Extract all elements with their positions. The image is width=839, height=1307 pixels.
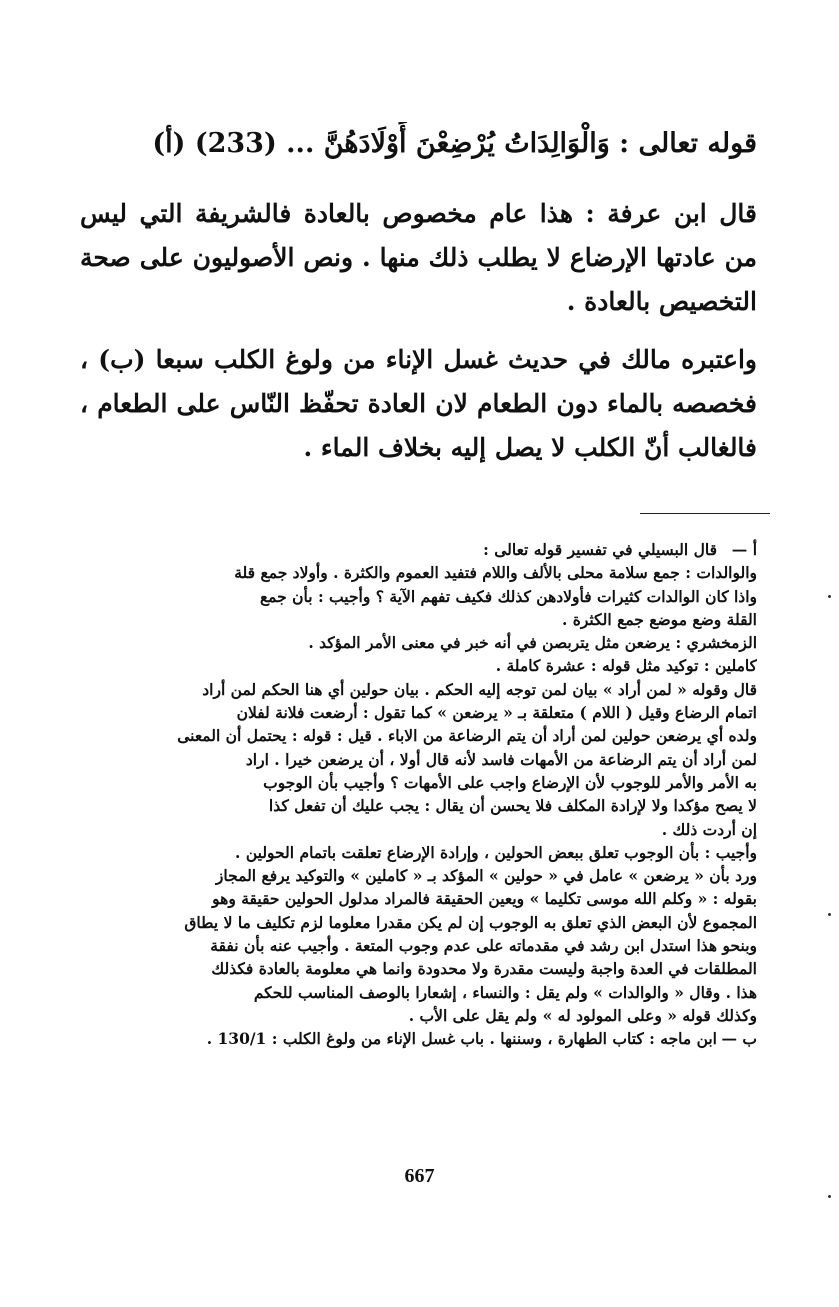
footnote-line: ولده أي يرضعن حولين لمن أراد أن يتم الرضاعة من الاباء . قيل : قوله : يحتمل أن المعنى — [177, 726, 757, 746]
verse-heading: قوله تعالى : وَالْوَالِدَاتُ يُرْضِعْنَ أَوْلَادَهُنَّ ... (233) (أ) — [152, 128, 757, 159]
footnote-line: الزمخشري : يرضعن مثل يتربصن في أنه خبر في معنى الأمر المؤكد . — [308, 633, 757, 653]
footnote-line: به الأمر والأمر للوجوب لأن الإرضاع واجب على الأمهات ؟ وأجيب بأن الوجوب — [263, 772, 757, 792]
footnote-a-marker: أ — — [731, 540, 757, 559]
footnote-line: لمن أراد أن يتم الرضاعة من الأمهات فاسد لأنه قال أولا ، أن يرضعن خيرا . اراد — [245, 749, 757, 769]
footnote-line: القلة وضع موضع جمع الكثرة . — [561, 609, 757, 629]
paragraph-ibn-arafa: قال ابن عرفة : هذا عام مخصوص بالعادة فالشريفة التي ليس من عادتها الإرضاع لا يطلب ذلك منها . ونص الأصوليون على صحة التخصيص بالعادة . — [80, 199, 757, 316]
scan-speck — [828, 913, 831, 916]
footnote-line: وكذلك قوله « وعلى المولود له » ولم يقل على الأب . — [408, 1005, 757, 1025]
paragraph-malik: واعتبره مالك في حديث غسل الإناء من ولوغ الكلب سبعا (ب) ، فخصصه بالماء دون الطعام لان العادة تحفّظ النّاس على الطعام ، فالغالب أنّ الكلب لا يصل إليه بخلاف الماء . — [80, 345, 757, 462]
footnote-line: اتمام الرضاع وقيل ( اللام ) متعلقة بـ « يرضعن » كما تقول : أرضعت فلانة لفلان — [236, 703, 757, 723]
footnotes — [78, 538, 757, 1051]
footnote-line: المجموع لأن البعض الذي تعلق به الوجوب إن لم يكن مقدرا معلوما لزم تكليف ما لا يطاق — [184, 912, 757, 932]
footnote-b-marker: ب — — [721, 1029, 757, 1049]
footnote-a-first-line — [78, 538, 757, 561]
footnote-line: والوالدات : جمع سلامة محلى بالألف واللام فتفيد العموم والكثرة . وأولاد جمع قلة — [234, 563, 757, 583]
footnote-line: كاملين : توكيد مثل قوله : عشرة كاملة . — [495, 656, 757, 676]
footnote-separator — [640, 513, 770, 514]
footnote-line: واذا كان الوالدات كثيرات فأولادهن كذلك فكيف تفهم الآية ؟ وأجيب : بأن جمع — [259, 586, 757, 606]
footnote-line: وبنحو هذا استدل ابن رشد في مقدماته على عدم وجوب المتعة . وأجيب عنه بأن نفقة — [210, 936, 757, 956]
footnote-line: هذا . وقال « والوالدات » ولم يقل : والنساء ، إشعارا بالوصف المناسب للحكم — [253, 982, 757, 1002]
footnote-line: قال البسيلي في تفسير قوله تعالى : — [483, 540, 717, 559]
footnote-b — [78, 1027, 757, 1050]
footnote-line: لا يصح مؤكدا ولا لإرادة المكلف فلا يحسن أن يقال : يجب عليك أن تفعل كذا — [268, 796, 757, 816]
footnote-line: بقوله : « وكلم الله موسى تكليما » ويعين الحقيقة فالمراد مدلول الحولين حقيقة وهو — [212, 889, 757, 909]
footnote-b-text: ابن ماجه : كتاب الطهارة ، وسننها . باب غسل الإناء من ولوغ الكلب : 130/1 . — [206, 1029, 717, 1049]
page-number: 667 — [404, 1165, 435, 1187]
scan-speck — [828, 595, 831, 598]
footnote-line: إن أردت ذلك . — [661, 819, 757, 839]
footnote-line: ورد بأن « يرضعن » عامل في « حولين » المؤكد بـ « كاملين » والتوكيد يرفع المجاز — [215, 866, 757, 886]
footnote-line: قال وقوله « لمن أراد » بيان لمن توجه إليه الحكم . بيان حولين أي هنا الحكم لمن أراد — [202, 679, 757, 699]
footnote-line: وأجيب : بأن الوجوب تعلق ببعض الحولين ، وإرادة الإرضاع تعلقت باتمام الحولين . — [235, 842, 757, 862]
footnote-line: المطلقات في العدة واجبة وليست مقدرة ولا محدودة وانما هي معلومة بالعادة فكذلك — [211, 959, 757, 979]
scan-speck — [828, 1195, 831, 1198]
